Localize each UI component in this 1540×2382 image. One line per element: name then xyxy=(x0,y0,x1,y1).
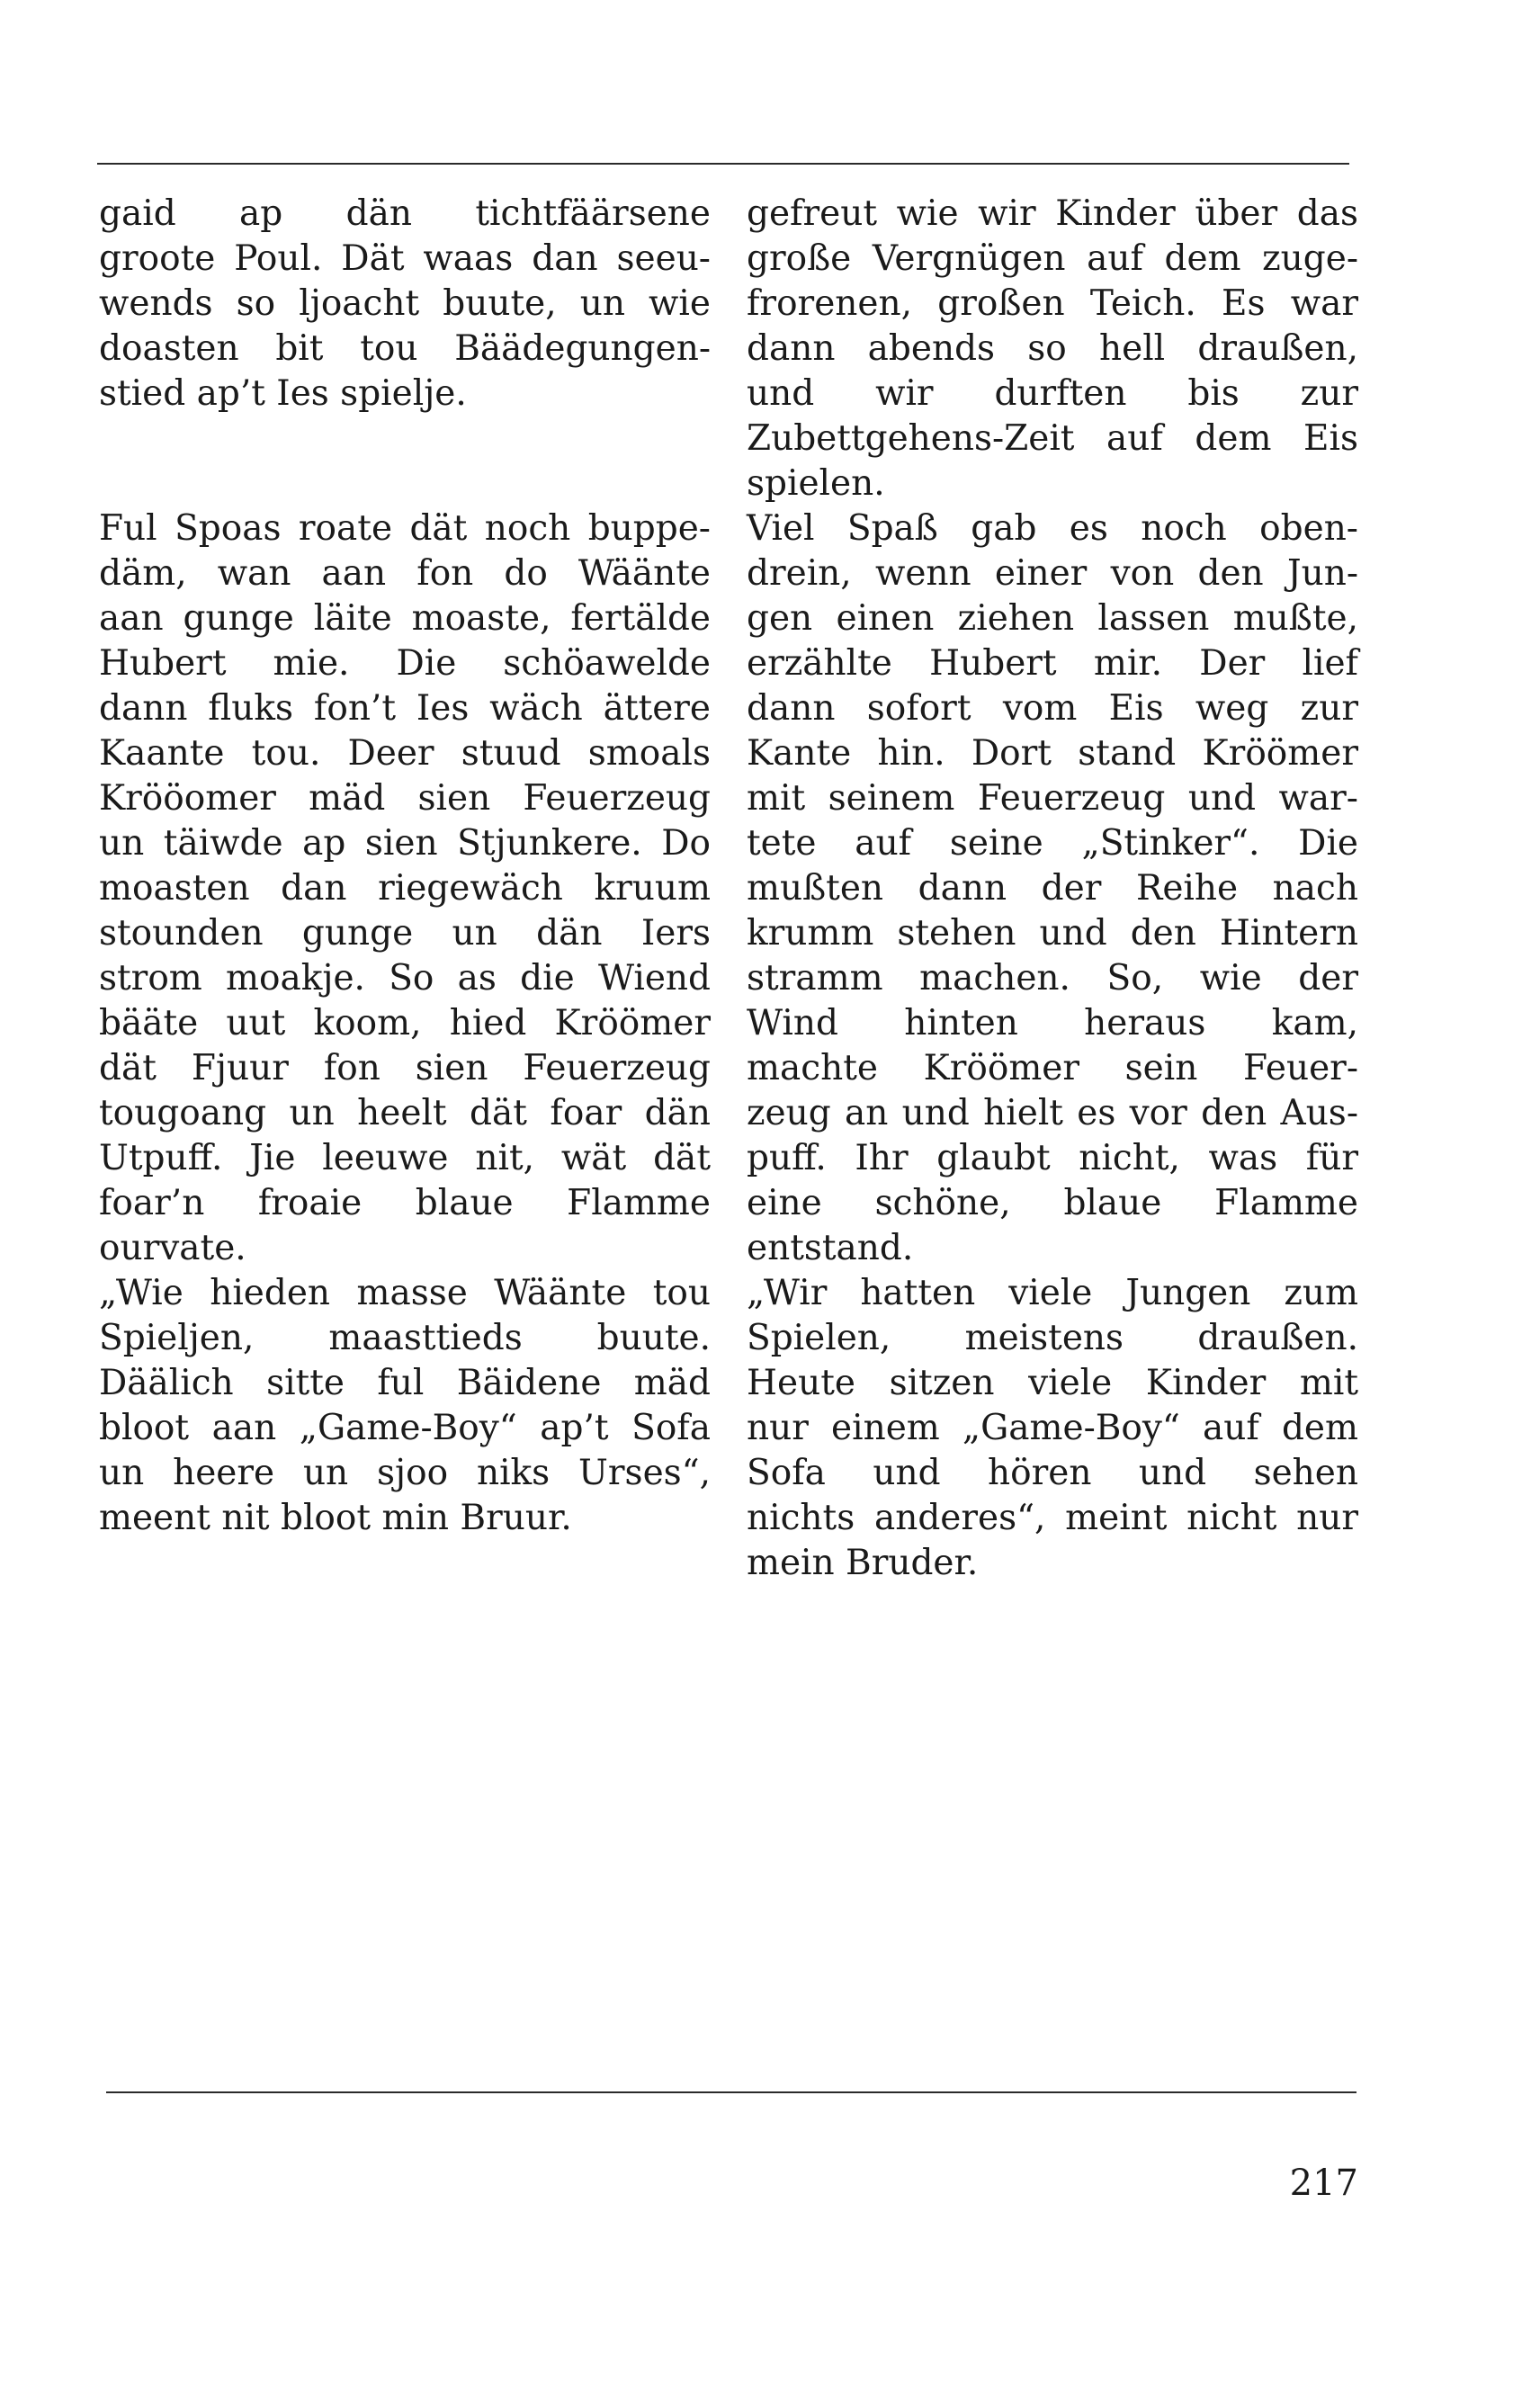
right-paragraphs xyxy=(747,192,1358,1586)
text-line: stramm machen. So, wie der xyxy=(747,958,1358,998)
text-line: wends so ljoacht buute, un wie xyxy=(99,283,711,324)
text-line: drein, wenn einer von den Jun- xyxy=(747,553,1358,594)
right-column xyxy=(747,192,1358,1586)
text-line: spielen. xyxy=(747,463,885,504)
text-line: ourvate. xyxy=(99,1228,246,1268)
text-line: dät Fjuur fon sien Feuerzeug xyxy=(99,1048,711,1088)
text-line: Ful Spoas roate dät noch buppe- xyxy=(99,508,711,549)
text-line: bääte uut koom, hied Kröömer xyxy=(99,1003,711,1043)
left-paragraph-1 xyxy=(99,192,711,416)
text-line: „Wie hieden masse Wäänte tou xyxy=(99,1273,711,1313)
text-line: zeug an und hielt es vor den Aus- xyxy=(747,1093,1358,1133)
paragraph-gap xyxy=(99,416,711,506)
page-number: 217 xyxy=(1289,2163,1358,2204)
text-line: Krööomer mäd sien Feuerzeug xyxy=(99,778,711,819)
text-line: nichts anderes“, meint nicht nur xyxy=(747,1498,1358,1538)
text-line: „Wir hatten viele Jungen zum xyxy=(747,1273,1358,1313)
text-line: bloot aan „Game-Boy“ ap’t Sofa xyxy=(99,1408,711,1448)
text-line: Kante hin. Dort stand Kröömer xyxy=(747,733,1358,774)
text-line: stied ap’t Ies spielje. xyxy=(99,373,467,414)
text-line: meent nit bloot min Bruur. xyxy=(99,1498,572,1538)
text-line: doasten bit tou Bäädegungen- xyxy=(99,328,711,369)
text-line: nur einem „Game-Boy“ auf dem xyxy=(747,1408,1358,1448)
left-column xyxy=(99,192,711,1541)
text-line: mein Bruder. xyxy=(747,1543,979,1583)
text-line: erzählte Hubert mir. Der lief xyxy=(747,643,1358,684)
text-line: frorenen, großen Teich. Es war xyxy=(747,283,1358,324)
text-line: Sofa und hören und sehen xyxy=(747,1453,1358,1493)
text-line: tete auf seine „Stinker“. Die xyxy=(747,823,1358,864)
text-line: moasten dan riegewäch kruum xyxy=(99,868,711,909)
text-line: machte Kröömer sein Feuer- xyxy=(747,1048,1358,1088)
text-line: Spieljen, maasttieds buute. xyxy=(99,1318,711,1358)
text-line: Kaante tou. Deer stuud smoals xyxy=(99,733,711,774)
text-line: Heute sitzen viele Kinder mit xyxy=(747,1363,1358,1403)
text-line: stounden gunge un dän Iers xyxy=(99,913,711,954)
top-rule xyxy=(97,163,1349,165)
text-line: strom moakje. So as die Wiend xyxy=(99,958,711,998)
text-line: Däälich sitte ful Bäidene mäd xyxy=(99,1363,711,1403)
text-line: große Vergnügen auf dem zuge- xyxy=(747,238,1358,279)
bottom-rule xyxy=(106,2091,1356,2093)
text-line: entstand. xyxy=(747,1228,914,1268)
text-line: puff. Ihr glaubt nicht, was für xyxy=(747,1138,1358,1178)
text-line: gen einen ziehen lassen mußte, xyxy=(747,598,1358,639)
text-line: Utpuff. Jie leeuwe nit, wät dät xyxy=(99,1138,711,1178)
text-line: gefreut wie wir Kinder über das xyxy=(747,193,1358,234)
text-line: foar’n froaie blaue Flamme xyxy=(99,1183,711,1223)
text-line: gaid ap dän tichtfäärsene xyxy=(99,193,711,234)
text-line: Hubert mie. Die schöawelde xyxy=(99,643,711,684)
text-line: krumm stehen und den Hintern xyxy=(747,913,1358,954)
text-line: mit seinem Feuerzeug und war- xyxy=(747,778,1358,819)
text-line: un heere un sjoo niks Urses“, xyxy=(99,1453,711,1493)
text-line: Viel Spaß gab es noch oben- xyxy=(747,508,1358,549)
text-line: aan gunge läite moaste, fertälde xyxy=(99,598,711,639)
text-line: dann abends so hell draußen, xyxy=(747,328,1358,369)
text-line: dann fluks fon’t Ies wäch ättere xyxy=(99,688,711,729)
text-line: und wir durften bis zur xyxy=(747,373,1358,414)
text-line: Spielen, meistens draußen. xyxy=(747,1318,1358,1358)
text-line: mußten dann der Reihe nach xyxy=(747,868,1358,909)
text-line: Wind hinten heraus kam, xyxy=(747,1003,1358,1043)
left-paragraph-2 xyxy=(99,506,711,1541)
text-line: tougoang un heelt dät foar dän xyxy=(99,1093,711,1133)
text-line: däm, wan aan fon do Wäänte xyxy=(99,553,711,594)
text-line: eine schöne, blaue Flamme xyxy=(747,1183,1358,1223)
text-line: un täiwde ap sien Stjunkere. Do xyxy=(99,823,711,864)
text-line: groote Poul. Dät waas dan seeu- xyxy=(99,238,711,279)
text-line: Zubettgehens-Zeit auf dem Eis xyxy=(747,418,1358,459)
text-line: dann sofort vom Eis weg zur xyxy=(747,688,1358,729)
